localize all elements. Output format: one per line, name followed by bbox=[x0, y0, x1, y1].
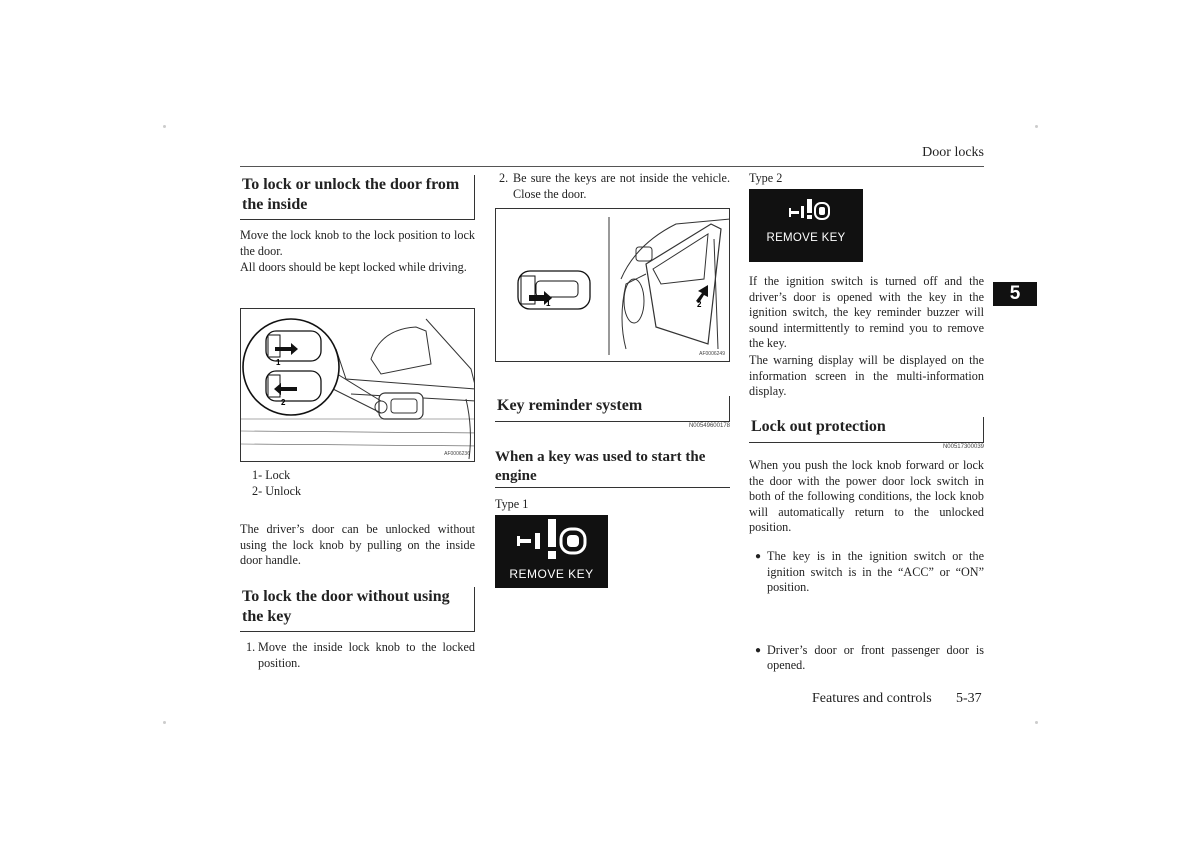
paragraph: The warning display will be displayed on the information screen in the multi-information display. bbox=[749, 353, 984, 399]
paragraph: The driver’s door can be unlocked without using the lock knob by pulling on the inside door handle. bbox=[240, 522, 475, 568]
remove-key-display-type-2 bbox=[749, 189, 863, 262]
step-number: 2. bbox=[499, 171, 509, 185]
section-heading-key-reminder: Key reminder system bbox=[495, 396, 730, 422]
paragraph: All doors should be kept locked while driving. bbox=[240, 260, 467, 274]
page-number: 5-37 bbox=[956, 691, 982, 706]
door-lock-knob-figure bbox=[240, 308, 475, 462]
footer-section-title: Features and controls bbox=[812, 691, 932, 706]
paragraph: Move the lock knob to the lock position to lock the door. bbox=[240, 228, 475, 258]
figure-callout-2: 2 bbox=[281, 398, 286, 407]
key-warning-icon bbox=[495, 515, 608, 565]
step-text: Be sure the keys are not inside the vehicle. Close the door. bbox=[513, 171, 730, 201]
section-code: N00549600178 bbox=[688, 423, 730, 429]
figure-legend-lock: 1- Lock bbox=[252, 468, 291, 482]
subheading-rule bbox=[495, 487, 730, 488]
figure-callout-1: 1 bbox=[546, 299, 551, 308]
figure-legend-unlock: 2- Unlock bbox=[252, 484, 302, 498]
chapter-tab[interactable]: 5 bbox=[993, 282, 1037, 306]
running-title: Door locks bbox=[922, 145, 984, 160]
crop-mark bbox=[1035, 125, 1038, 128]
key-warning-icon bbox=[749, 189, 863, 229]
figure-code: AF0006249 bbox=[699, 351, 725, 357]
paragraph: When you push the lock knob forward or lock the door with the power door lock switch in both of the following conditions, the lock knob will automatically return to the unlocked position. bbox=[749, 458, 984, 535]
type-1-label: Type 1 bbox=[495, 497, 529, 511]
figure-callout-2: 2 bbox=[697, 300, 702, 309]
paragraph: If the ignition switch is turned off and the driver’s door is opened with the key in the ignition switch, the key reminder buzzer will sound intermittently to remind you to remove the key. bbox=[749, 274, 984, 351]
section-heading-lock-unlock: To lock or unlock the door from the inside bbox=[240, 175, 475, 220]
door-interior-illustration bbox=[241, 309, 475, 462]
subheading-key-used: When a key was used to start the engine bbox=[495, 449, 706, 484]
remove-key-display-type-1 bbox=[495, 515, 608, 588]
section-heading-lock-without-key: To lock the door without using the key bbox=[240, 587, 475, 632]
type-2-label: Type 2 bbox=[749, 171, 783, 185]
figure-code: AF0006236 bbox=[444, 451, 470, 457]
crop-mark bbox=[1035, 721, 1038, 724]
section-code: N00517300039 bbox=[942, 444, 984, 450]
remove-key-text: REMOVE KEY bbox=[509, 567, 594, 581]
figure-callout-1: 1 bbox=[276, 358, 281, 367]
bullet-item: ● The key is in the ignition switch or the ignition switch is in the “ACC” or “ON” position. bbox=[749, 549, 984, 596]
header-rule bbox=[240, 166, 984, 167]
door-closing-illustration bbox=[496, 209, 730, 362]
step-number: 1. bbox=[246, 640, 256, 654]
crop-mark bbox=[163, 125, 166, 128]
bullet-item: ● Driver’s door or front passenger door is opened. bbox=[749, 643, 984, 674]
crop-mark bbox=[163, 721, 166, 724]
step-text: Move the inside lock knob to the locked position. bbox=[258, 640, 475, 670]
section-heading-lock-out-protection: Lock out protection bbox=[749, 417, 984, 443]
remove-key-text: REMOVE KEY bbox=[766, 232, 846, 244]
close-door-figure bbox=[495, 208, 730, 362]
